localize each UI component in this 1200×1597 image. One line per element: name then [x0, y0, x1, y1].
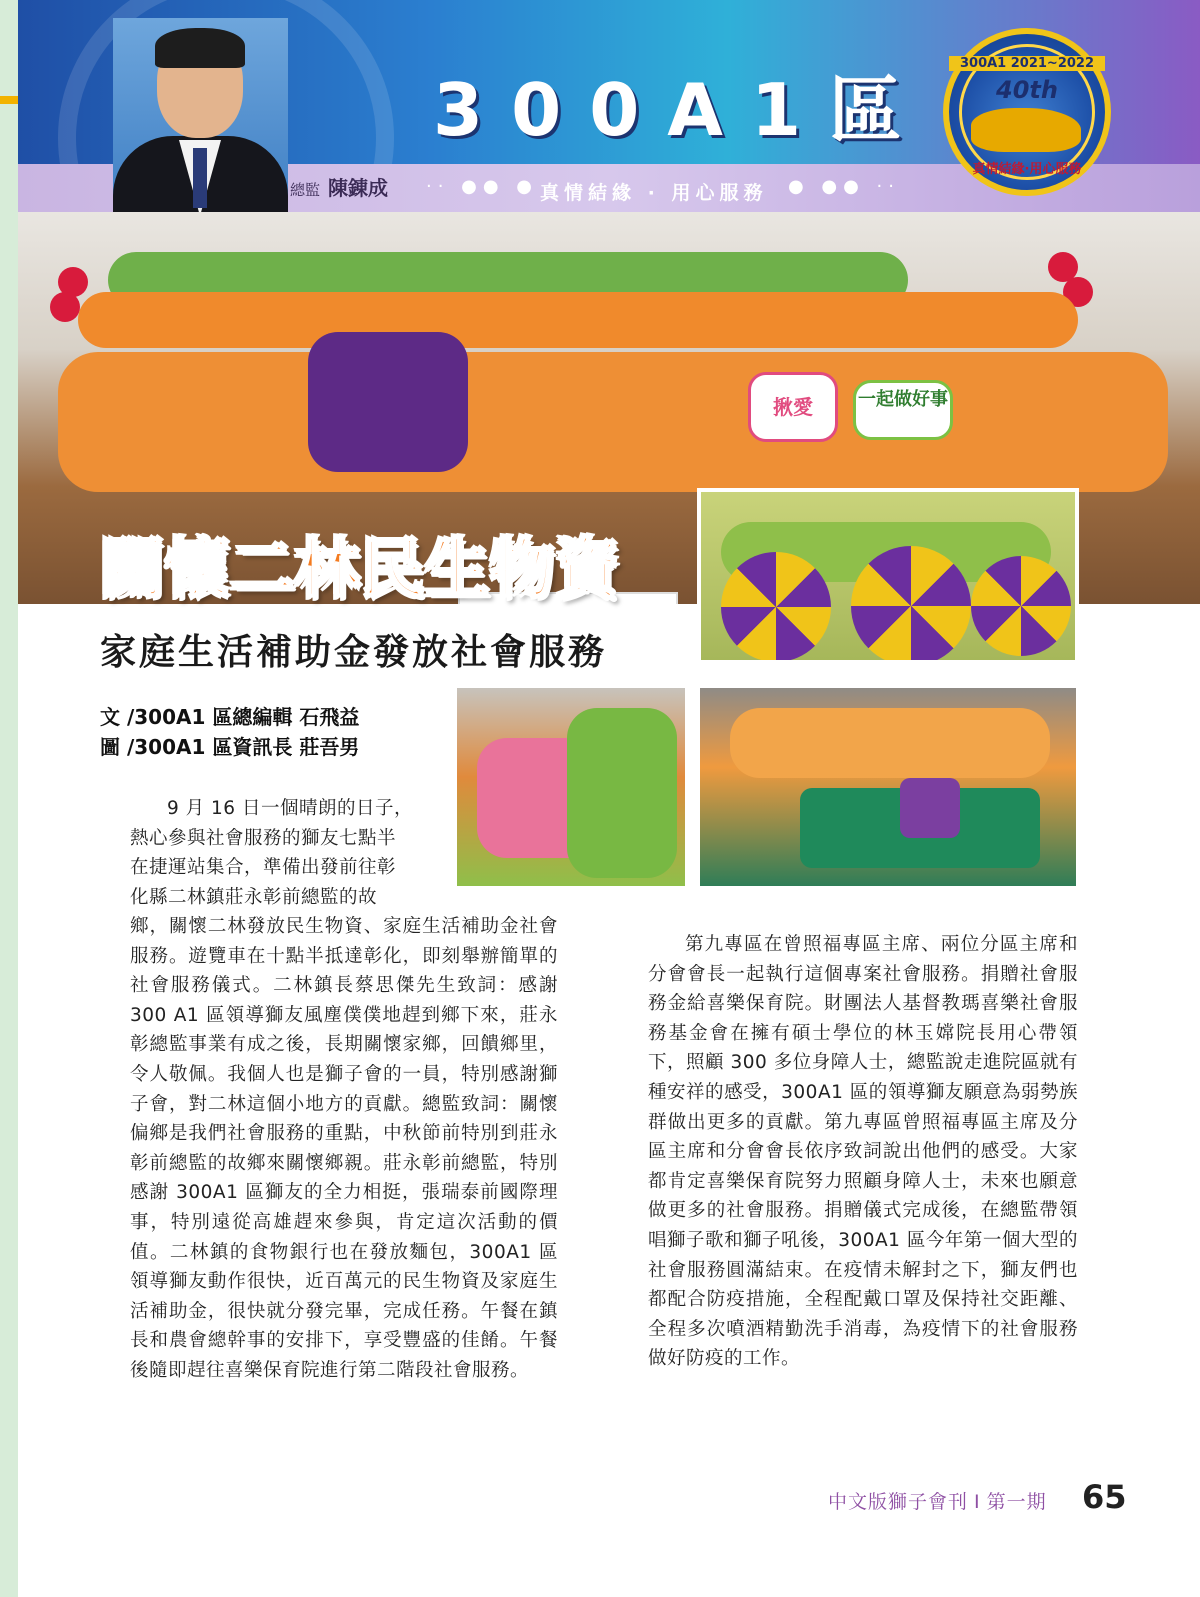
- together-sign: 一起做好事: [853, 380, 953, 440]
- umbrella-icon: [721, 552, 831, 662]
- governor-label: [290, 172, 388, 201]
- anniversary-emblem: [943, 28, 1111, 196]
- gift-bag: [900, 778, 960, 838]
- umbrella-icon: [971, 556, 1071, 656]
- para1-line: 熱心參與社會服務的獅友七點半: [130, 827, 397, 849]
- governor-name: 陳錬成: [328, 176, 389, 200]
- governor-role: 總監: [290, 181, 321, 199]
- para1-line: 化縣二林鎮莊永彰前總監的故: [130, 886, 378, 908]
- distribution-photo-right: [700, 688, 1076, 886]
- header-banner: [18, 0, 1200, 212]
- emblem-years: 300A1 2021~2022: [949, 56, 1105, 71]
- article-paragraph-2: 第九專區在曾照福專區主席、兩位分區主席和分會會長一起執行這個專案社會服務。捐贈社會服務金給喜樂保育院。財團法人基督教瑪喜樂社會服務基金會在擁有碩士學位的林玉嫦院長用心帶領下，照顧 300 多位身障人士，總監說走進院區就有種安祥的感受，300A1 區的領導獅友願意為弱勢族群做出更多的貢獻。第九專區曾照福專區主席及分區主席和分會會長依序致詞說出他們的感受。大家都肯定喜樂保育院努力照顧身障人士，未來也願意做更多的社會服務。捐贈儀式完成後，在總監帶領唱獅子歌和獅子吼後，300A1 區今年第一個大型的社會服務圓滿結束。在疫情未解封之下，獅友們也都配合防疫措施，全程配戴口罩及保持社交距離、全程多次噴酒精勤洗手消毒，為疫情下的社會服務做好防疫的工作。: [648, 934, 1078, 1370]
- district-motto: 真情結緣 · 用心服務: [540, 182, 768, 204]
- governor-portrait: [113, 18, 288, 212]
- dots-left: ·· ●● ●: [426, 176, 539, 197]
- sash-group: [308, 332, 468, 472]
- page-number: 65: [1082, 1478, 1127, 1516]
- crowd-middle-row: [78, 292, 1078, 348]
- para1-line: 9 月 16 日一個晴朗的日子，: [167, 798, 413, 819]
- heart-sign: 揪愛: [748, 372, 838, 442]
- dots-right: ● ●● ··: [788, 176, 901, 197]
- portrait-tie: [193, 148, 207, 208]
- magazine-footer: [828, 1487, 1047, 1514]
- byline-text: 文 /300A1 區總編輯 石飛益: [100, 705, 360, 729]
- article-paragraph-1: 鄉，關懷二林發放民生物資、家庭生活補助金社會服務。遊覽車在十點半抵達彰化，即刻舉辦簡單的社會服務儀式。二林鎮長蔡思傑先生致詞：感謝 300 A1 區領導獅友風塵僕僕地趕到鄉下來，莊永彰總監事業有成之後，長期關懷家鄉，回饋鄉里，令人敬佩。我個人也是獅子會的一員，特別感謝獅子會，對二林這個小地方的貢獻。總監致詞：關懷偏鄉是我們社會服務的重點，中秋節前特別到莊永彰前總監的故鄉來關懷鄉親。莊永彰前總監，特別感謝 300A1 區獅友的全力相挺，張瑞泰前國際理事，特別遠從高雄趕來參與，肯定這次活動的價值。二林鎮的食物銀行也在發放麵包，300A1 區領導獅友動作很快，近百萬元的民生物資及家庭生活補助金，很快就分發完畢，完成任務。午餐在鎮長和農會總幹事的安排下，享受豐盛的佳餚。午餐後隨即趕往喜樂保育院進行第二階段社會服務。: [130, 916, 558, 1381]
- balloon-icon: [50, 292, 80, 322]
- article-subtitle: 家庭生活補助金發放社會服務: [100, 632, 608, 673]
- article-paragraph-1-intro: [130, 794, 446, 912]
- golden-bull-icon: [971, 108, 1081, 152]
- district-title: 300A1區: [433, 68, 930, 152]
- issue-label: 第一期: [986, 1491, 1047, 1513]
- footer-separator: I: [974, 1491, 981, 1513]
- umbrella-icon: [851, 546, 971, 664]
- byline-photo: 圖 /300A1 區資訊長 莊吾男: [100, 735, 360, 759]
- article-headline: 關懷二林民生物資: [100, 533, 620, 607]
- portrait-hair: [155, 28, 245, 68]
- umbrella-photo: [697, 488, 1079, 664]
- para1-line: 在捷運站集合，準備出發前往彰: [130, 857, 397, 879]
- distribution-photo-left: [457, 688, 685, 886]
- magazine-name: 中文版獅子會刊: [828, 1491, 969, 1513]
- volunteer-group: [730, 708, 1050, 778]
- crowd-front-row: [58, 352, 1168, 492]
- emblem-anniversary: 40th: [996, 76, 1058, 104]
- volunteer-group: [567, 708, 677, 878]
- side-strip-accent: [0, 96, 18, 104]
- emblem-motto: 真情結緣·用心服務: [972, 162, 1082, 177]
- side-strip: [0, 0, 18, 1597]
